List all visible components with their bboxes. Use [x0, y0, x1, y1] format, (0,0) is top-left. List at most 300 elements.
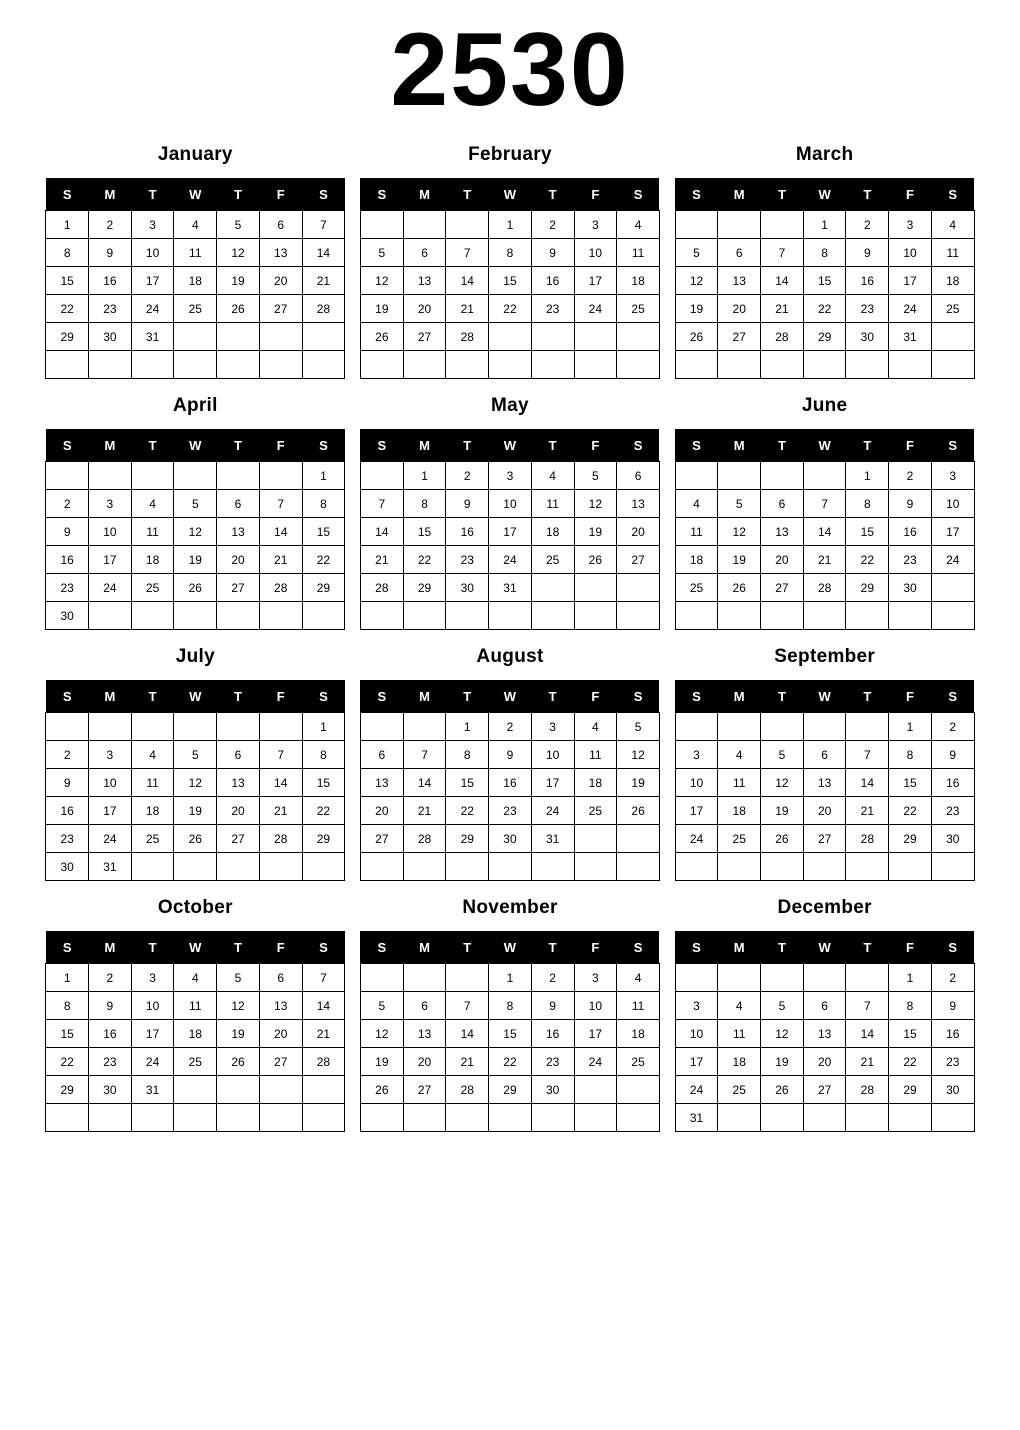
day-cell[interactable]: 23: [846, 295, 889, 323]
day-cell[interactable]: 1: [889, 713, 932, 741]
day-cell[interactable]: 25: [718, 825, 761, 853]
day-cell[interactable]: 17: [574, 267, 617, 295]
day-cell[interactable]: 5: [174, 741, 217, 769]
day-cell[interactable]: 23: [531, 1048, 574, 1076]
day-cell[interactable]: 20: [617, 518, 660, 546]
day-cell[interactable]: 31: [675, 1104, 718, 1132]
day-cell[interactable]: 22: [302, 546, 345, 574]
day-cell[interactable]: 15: [889, 769, 932, 797]
day-cell[interactable]: 7: [761, 239, 804, 267]
day-cell[interactable]: 26: [217, 1048, 260, 1076]
day-cell[interactable]: 23: [931, 1048, 974, 1076]
day-cell[interactable]: 12: [217, 992, 260, 1020]
day-cell[interactable]: 21: [259, 546, 302, 574]
day-cell[interactable]: 3: [131, 211, 174, 239]
day-cell[interactable]: 18: [718, 797, 761, 825]
day-cell[interactable]: 18: [675, 546, 718, 574]
day-cell[interactable]: 24: [675, 825, 718, 853]
day-cell[interactable]: 16: [889, 518, 932, 546]
day-cell[interactable]: 29: [46, 323, 89, 351]
day-cell[interactable]: 10: [889, 239, 932, 267]
day-cell[interactable]: 28: [446, 1076, 489, 1104]
day-cell[interactable]: 26: [617, 797, 660, 825]
day-cell[interactable]: 9: [931, 741, 974, 769]
day-cell[interactable]: 4: [574, 713, 617, 741]
day-cell[interactable]: 16: [89, 267, 132, 295]
day-cell[interactable]: 6: [360, 741, 403, 769]
day-cell[interactable]: 25: [675, 574, 718, 602]
day-cell[interactable]: 22: [489, 295, 532, 323]
day-cell[interactable]: 6: [803, 741, 846, 769]
day-cell[interactable]: 1: [46, 964, 89, 992]
day-cell[interactable]: 3: [931, 462, 974, 490]
day-cell[interactable]: 29: [46, 1076, 89, 1104]
day-cell[interactable]: 19: [174, 797, 217, 825]
day-cell[interactable]: 15: [846, 518, 889, 546]
day-cell[interactable]: 8: [489, 992, 532, 1020]
day-cell[interactable]: 21: [446, 295, 489, 323]
day-cell[interactable]: 1: [889, 964, 932, 992]
day-cell[interactable]: 24: [574, 295, 617, 323]
day-cell[interactable]: 10: [675, 769, 718, 797]
day-cell[interactable]: 21: [259, 797, 302, 825]
day-cell[interactable]: 14: [259, 769, 302, 797]
day-cell[interactable]: 26: [675, 323, 718, 351]
day-cell[interactable]: 27: [803, 825, 846, 853]
day-cell[interactable]: 19: [761, 1048, 804, 1076]
day-cell[interactable]: 23: [489, 797, 532, 825]
day-cell[interactable]: 27: [403, 323, 446, 351]
day-cell[interactable]: 13: [217, 769, 260, 797]
day-cell[interactable]: 17: [889, 267, 932, 295]
day-cell[interactable]: 30: [46, 602, 89, 630]
day-cell[interactable]: 8: [403, 490, 446, 518]
day-cell[interactable]: 3: [675, 992, 718, 1020]
day-cell[interactable]: 13: [718, 267, 761, 295]
day-cell[interactable]: 31: [531, 825, 574, 853]
day-cell[interactable]: 24: [489, 546, 532, 574]
day-cell[interactable]: 28: [761, 323, 804, 351]
day-cell[interactable]: 20: [403, 1048, 446, 1076]
day-cell[interactable]: 24: [931, 546, 974, 574]
day-cell[interactable]: 4: [174, 211, 217, 239]
day-cell[interactable]: 21: [403, 797, 446, 825]
day-cell[interactable]: 15: [46, 1020, 89, 1048]
day-cell[interactable]: 26: [360, 1076, 403, 1104]
day-cell[interactable]: 20: [803, 1048, 846, 1076]
day-cell[interactable]: 24: [131, 1048, 174, 1076]
day-cell[interactable]: 1: [803, 211, 846, 239]
day-cell[interactable]: 31: [89, 853, 132, 881]
day-cell[interactable]: 7: [803, 490, 846, 518]
day-cell[interactable]: 20: [360, 797, 403, 825]
day-cell[interactable]: 3: [574, 211, 617, 239]
day-cell[interactable]: 5: [174, 490, 217, 518]
day-cell[interactable]: 21: [846, 1048, 889, 1076]
day-cell[interactable]: 19: [574, 518, 617, 546]
day-cell[interactable]: 25: [931, 295, 974, 323]
day-cell[interactable]: 13: [217, 518, 260, 546]
day-cell[interactable]: 18: [617, 1020, 660, 1048]
day-cell[interactable]: 18: [131, 546, 174, 574]
day-cell[interactable]: 29: [489, 1076, 532, 1104]
day-cell[interactable]: 5: [217, 964, 260, 992]
day-cell[interactable]: 5: [217, 211, 260, 239]
day-cell[interactable]: 24: [675, 1076, 718, 1104]
day-cell[interactable]: 7: [302, 964, 345, 992]
day-cell[interactable]: 27: [217, 574, 260, 602]
day-cell[interactable]: 20: [761, 546, 804, 574]
day-cell[interactable]: 8: [803, 239, 846, 267]
day-cell[interactable]: 26: [360, 323, 403, 351]
day-cell[interactable]: 12: [174, 769, 217, 797]
day-cell[interactable]: 25: [718, 1076, 761, 1104]
day-cell[interactable]: 16: [446, 518, 489, 546]
day-cell[interactable]: 11: [931, 239, 974, 267]
day-cell[interactable]: 9: [446, 490, 489, 518]
day-cell[interactable]: 14: [446, 1020, 489, 1048]
day-cell[interactable]: 22: [889, 1048, 932, 1076]
day-cell[interactable]: 26: [217, 295, 260, 323]
day-cell[interactable]: 9: [531, 992, 574, 1020]
day-cell[interactable]: 30: [46, 853, 89, 881]
day-cell[interactable]: 19: [217, 1020, 260, 1048]
day-cell[interactable]: 15: [46, 267, 89, 295]
day-cell[interactable]: 16: [89, 1020, 132, 1048]
day-cell[interactable]: 25: [617, 295, 660, 323]
day-cell[interactable]: 27: [217, 825, 260, 853]
day-cell[interactable]: 19: [761, 797, 804, 825]
day-cell[interactable]: 10: [89, 769, 132, 797]
day-cell[interactable]: 22: [889, 797, 932, 825]
day-cell[interactable]: 22: [302, 797, 345, 825]
day-cell[interactable]: 21: [302, 267, 345, 295]
day-cell[interactable]: 8: [846, 490, 889, 518]
day-cell[interactable]: 12: [761, 769, 804, 797]
day-cell[interactable]: 12: [761, 1020, 804, 1048]
day-cell[interactable]: 7: [846, 741, 889, 769]
day-cell[interactable]: 2: [889, 462, 932, 490]
day-cell[interactable]: 30: [89, 1076, 132, 1104]
day-cell[interactable]: 8: [46, 239, 89, 267]
day-cell[interactable]: 4: [931, 211, 974, 239]
day-cell[interactable]: 10: [489, 490, 532, 518]
day-cell[interactable]: 2: [89, 211, 132, 239]
day-cell[interactable]: 10: [131, 239, 174, 267]
day-cell[interactable]: 19: [675, 295, 718, 323]
day-cell[interactable]: 27: [403, 1076, 446, 1104]
day-cell[interactable]: 23: [531, 295, 574, 323]
day-cell[interactable]: 12: [217, 239, 260, 267]
day-cell[interactable]: 24: [531, 797, 574, 825]
day-cell[interactable]: 28: [259, 574, 302, 602]
day-cell[interactable]: 4: [718, 741, 761, 769]
day-cell[interactable]: 2: [846, 211, 889, 239]
day-cell[interactable]: 14: [259, 518, 302, 546]
day-cell[interactable]: 25: [617, 1048, 660, 1076]
day-cell[interactable]: 9: [489, 741, 532, 769]
day-cell[interactable]: 28: [259, 825, 302, 853]
day-cell[interactable]: 6: [617, 462, 660, 490]
day-cell[interactable]: 26: [174, 574, 217, 602]
day-cell[interactable]: 31: [889, 323, 932, 351]
day-cell[interactable]: 14: [302, 239, 345, 267]
day-cell[interactable]: 3: [889, 211, 932, 239]
day-cell[interactable]: 25: [531, 546, 574, 574]
day-cell[interactable]: 2: [931, 713, 974, 741]
day-cell[interactable]: 6: [803, 992, 846, 1020]
day-cell[interactable]: 16: [531, 267, 574, 295]
day-cell[interactable]: 13: [617, 490, 660, 518]
day-cell[interactable]: 22: [489, 1048, 532, 1076]
day-cell[interactable]: 11: [718, 769, 761, 797]
day-cell[interactable]: 6: [718, 239, 761, 267]
day-cell[interactable]: 1: [46, 211, 89, 239]
day-cell[interactable]: 12: [174, 518, 217, 546]
day-cell[interactable]: 9: [46, 769, 89, 797]
day-cell[interactable]: 10: [531, 741, 574, 769]
day-cell[interactable]: 6: [259, 211, 302, 239]
day-cell[interactable]: 6: [217, 741, 260, 769]
day-cell[interactable]: 7: [302, 211, 345, 239]
day-cell[interactable]: 1: [403, 462, 446, 490]
day-cell[interactable]: 8: [489, 239, 532, 267]
day-cell[interactable]: 6: [259, 964, 302, 992]
day-cell[interactable]: 18: [174, 267, 217, 295]
day-cell[interactable]: 13: [403, 1020, 446, 1048]
day-cell[interactable]: 3: [89, 490, 132, 518]
day-cell[interactable]: 30: [89, 323, 132, 351]
day-cell[interactable]: 2: [531, 964, 574, 992]
day-cell[interactable]: 14: [403, 769, 446, 797]
day-cell[interactable]: 19: [217, 267, 260, 295]
day-cell[interactable]: 7: [446, 239, 489, 267]
day-cell[interactable]: 17: [675, 1048, 718, 1076]
day-cell[interactable]: 26: [761, 825, 804, 853]
day-cell[interactable]: 11: [174, 239, 217, 267]
day-cell[interactable]: 31: [489, 574, 532, 602]
day-cell[interactable]: 3: [489, 462, 532, 490]
day-cell[interactable]: 24: [131, 295, 174, 323]
day-cell[interactable]: 16: [931, 1020, 974, 1048]
day-cell[interactable]: 5: [761, 992, 804, 1020]
day-cell[interactable]: 9: [531, 239, 574, 267]
day-cell[interactable]: 2: [46, 741, 89, 769]
day-cell[interactable]: 23: [46, 574, 89, 602]
day-cell[interactable]: 22: [446, 797, 489, 825]
day-cell[interactable]: 24: [89, 574, 132, 602]
day-cell[interactable]: 11: [617, 239, 660, 267]
day-cell[interactable]: 5: [675, 239, 718, 267]
day-cell[interactable]: 25: [574, 797, 617, 825]
day-cell[interactable]: 25: [174, 1048, 217, 1076]
day-cell[interactable]: 7: [259, 741, 302, 769]
day-cell[interactable]: 14: [761, 267, 804, 295]
day-cell[interactable]: 9: [846, 239, 889, 267]
day-cell[interactable]: 4: [131, 490, 174, 518]
day-cell[interactable]: 23: [89, 1048, 132, 1076]
day-cell[interactable]: 17: [675, 797, 718, 825]
day-cell[interactable]: 22: [846, 546, 889, 574]
day-cell[interactable]: 30: [931, 1076, 974, 1104]
day-cell[interactable]: 19: [718, 546, 761, 574]
day-cell[interactable]: 17: [931, 518, 974, 546]
day-cell[interactable]: 5: [360, 239, 403, 267]
day-cell[interactable]: 20: [403, 295, 446, 323]
day-cell[interactable]: 8: [302, 741, 345, 769]
day-cell[interactable]: 20: [217, 546, 260, 574]
day-cell[interactable]: 28: [302, 295, 345, 323]
day-cell[interactable]: 2: [931, 964, 974, 992]
day-cell[interactable]: 23: [46, 825, 89, 853]
day-cell[interactable]: 12: [617, 741, 660, 769]
day-cell[interactable]: 4: [174, 964, 217, 992]
day-cell[interactable]: 16: [46, 546, 89, 574]
day-cell[interactable]: 27: [617, 546, 660, 574]
day-cell[interactable]: 15: [403, 518, 446, 546]
day-cell[interactable]: 14: [846, 1020, 889, 1048]
day-cell[interactable]: 15: [803, 267, 846, 295]
day-cell[interactable]: 11: [617, 992, 660, 1020]
day-cell[interactable]: 27: [718, 323, 761, 351]
day-cell[interactable]: 25: [131, 825, 174, 853]
day-cell[interactable]: 4: [718, 992, 761, 1020]
day-cell[interactable]: 3: [574, 964, 617, 992]
day-cell[interactable]: 6: [761, 490, 804, 518]
day-cell[interactable]: 11: [131, 769, 174, 797]
day-cell[interactable]: 14: [302, 992, 345, 1020]
day-cell[interactable]: 3: [131, 964, 174, 992]
day-cell[interactable]: 18: [931, 267, 974, 295]
day-cell[interactable]: 11: [574, 741, 617, 769]
day-cell[interactable]: 10: [675, 1020, 718, 1048]
day-cell[interactable]: 24: [89, 825, 132, 853]
day-cell[interactable]: 21: [761, 295, 804, 323]
day-cell[interactable]: 22: [46, 1048, 89, 1076]
day-cell[interactable]: 9: [89, 992, 132, 1020]
day-cell[interactable]: 18: [531, 518, 574, 546]
day-cell[interactable]: 17: [489, 518, 532, 546]
day-cell[interactable]: 25: [174, 295, 217, 323]
day-cell[interactable]: 28: [302, 1048, 345, 1076]
day-cell[interactable]: 29: [803, 323, 846, 351]
day-cell[interactable]: 22: [803, 295, 846, 323]
day-cell[interactable]: 26: [718, 574, 761, 602]
day-cell[interactable]: 17: [531, 769, 574, 797]
day-cell[interactable]: 29: [846, 574, 889, 602]
day-cell[interactable]: 30: [931, 825, 974, 853]
day-cell[interactable]: 4: [617, 964, 660, 992]
day-cell[interactable]: 10: [931, 490, 974, 518]
day-cell[interactable]: 9: [931, 992, 974, 1020]
day-cell[interactable]: 29: [889, 825, 932, 853]
day-cell[interactable]: 27: [803, 1076, 846, 1104]
day-cell[interactable]: 16: [531, 1020, 574, 1048]
day-cell[interactable]: 7: [846, 992, 889, 1020]
day-cell[interactable]: 30: [531, 1076, 574, 1104]
day-cell[interactable]: 29: [302, 574, 345, 602]
day-cell[interactable]: 11: [131, 518, 174, 546]
day-cell[interactable]: 4: [675, 490, 718, 518]
day-cell[interactable]: 13: [259, 239, 302, 267]
day-cell[interactable]: 14: [803, 518, 846, 546]
day-cell[interactable]: 20: [803, 797, 846, 825]
day-cell[interactable]: 19: [360, 295, 403, 323]
day-cell[interactable]: 6: [217, 490, 260, 518]
day-cell[interactable]: 14: [360, 518, 403, 546]
day-cell[interactable]: 5: [574, 462, 617, 490]
day-cell[interactable]: 17: [131, 267, 174, 295]
day-cell[interactable]: 4: [131, 741, 174, 769]
day-cell[interactable]: 1: [302, 462, 345, 490]
day-cell[interactable]: 14: [446, 267, 489, 295]
day-cell[interactable]: 23: [931, 797, 974, 825]
day-cell[interactable]: 10: [574, 992, 617, 1020]
day-cell[interactable]: 28: [446, 323, 489, 351]
day-cell[interactable]: 21: [846, 797, 889, 825]
day-cell[interactable]: 12: [360, 267, 403, 295]
day-cell[interactable]: 8: [889, 992, 932, 1020]
day-cell[interactable]: 8: [446, 741, 489, 769]
day-cell[interactable]: 16: [931, 769, 974, 797]
day-cell[interactable]: 30: [446, 574, 489, 602]
day-cell[interactable]: 1: [446, 713, 489, 741]
day-cell[interactable]: 12: [718, 518, 761, 546]
day-cell[interactable]: 20: [217, 797, 260, 825]
day-cell[interactable]: 11: [174, 992, 217, 1020]
day-cell[interactable]: 17: [574, 1020, 617, 1048]
day-cell[interactable]: 14: [846, 769, 889, 797]
day-cell[interactable]: 29: [446, 825, 489, 853]
day-cell[interactable]: 11: [675, 518, 718, 546]
day-cell[interactable]: 20: [259, 267, 302, 295]
day-cell[interactable]: 24: [574, 1048, 617, 1076]
day-cell[interactable]: 1: [489, 211, 532, 239]
day-cell[interactable]: 19: [174, 546, 217, 574]
day-cell[interactable]: 8: [889, 741, 932, 769]
day-cell[interactable]: 4: [617, 211, 660, 239]
day-cell[interactable]: 15: [446, 769, 489, 797]
day-cell[interactable]: 9: [889, 490, 932, 518]
day-cell[interactable]: 10: [131, 992, 174, 1020]
day-cell[interactable]: 16: [489, 769, 532, 797]
day-cell[interactable]: 11: [531, 490, 574, 518]
day-cell[interactable]: 2: [446, 462, 489, 490]
day-cell[interactable]: 21: [302, 1020, 345, 1048]
day-cell[interactable]: 12: [360, 1020, 403, 1048]
day-cell[interactable]: 28: [803, 574, 846, 602]
day-cell[interactable]: 30: [889, 574, 932, 602]
day-cell[interactable]: 23: [89, 295, 132, 323]
day-cell[interactable]: 25: [131, 574, 174, 602]
day-cell[interactable]: 17: [89, 546, 132, 574]
day-cell[interactable]: 10: [574, 239, 617, 267]
day-cell[interactable]: 3: [675, 741, 718, 769]
day-cell[interactable]: 8: [46, 992, 89, 1020]
day-cell[interactable]: 13: [803, 769, 846, 797]
day-cell[interactable]: 27: [360, 825, 403, 853]
day-cell[interactable]: 31: [131, 1076, 174, 1104]
day-cell[interactable]: 18: [718, 1048, 761, 1076]
day-cell[interactable]: 15: [889, 1020, 932, 1048]
day-cell[interactable]: 28: [846, 825, 889, 853]
day-cell[interactable]: 23: [889, 546, 932, 574]
day-cell[interactable]: 18: [617, 267, 660, 295]
day-cell[interactable]: 27: [259, 295, 302, 323]
day-cell[interactable]: 26: [761, 1076, 804, 1104]
day-cell[interactable]: 28: [403, 825, 446, 853]
day-cell[interactable]: 7: [403, 741, 446, 769]
